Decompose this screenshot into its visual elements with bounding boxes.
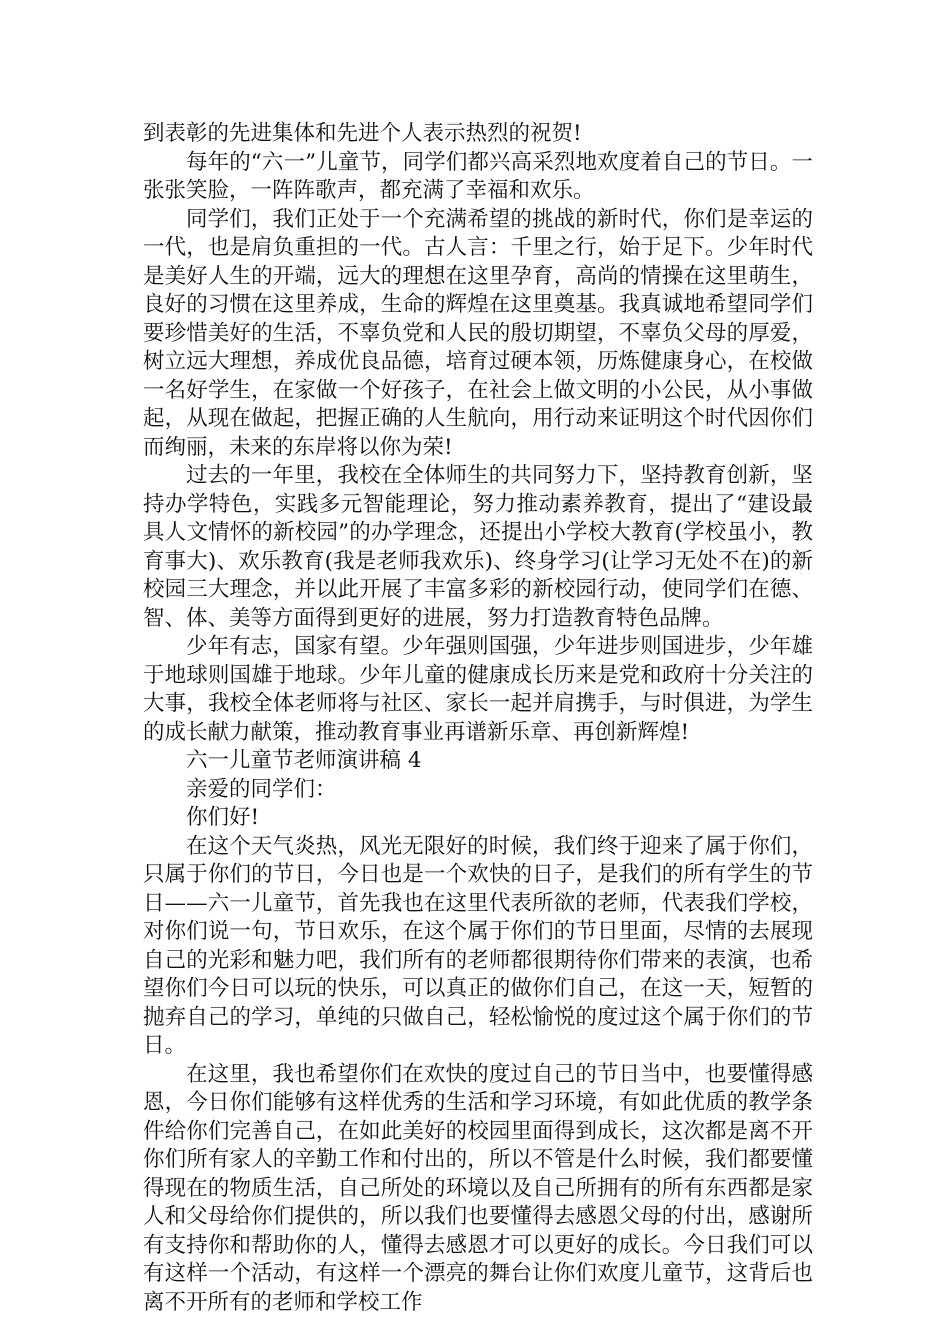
salutation: 亲爱的同学们： [186,776,337,802]
document-page [143,120,813,1317]
greeting: 你们好! [186,805,260,830]
paragraph-youth-ambition: 少年有志，国家有望。少年强则国强，少年进步则国进步，少年雄于地球则国雄于地球。少年儿童的健康成长历来是党和政府十分关注的大事，我校全体老师将与社区、家长一起并肩携手，与时俱进，为学生的成长献力献策，推动教育事业再谱新乐章、再创新辉煌! [143,634,813,745]
paragraph-continuation: 到表彰的先进集体和先进个人表示热烈的祝贺! [143,121,582,146]
section-title: 六一儿童节老师演讲稿 4 [186,748,422,773]
paragraph-past-year: 过去的一年里，我校在全体师生的共同努力下，坚持教育创新，坚持办学特色，实践多元智能理论，努力推动素养教育，提出了“建设最具人文情怀的新校园”的办学理念，还提出小学校大教育(学校虽小，教育事大)、欢乐教育(我是老师我欢乐)、终身学习(让学习无处不在)的新校园三大理念，并以此开展了丰富多彩的新校园行动，使同学们在德、智、体、美等方面得到更好的进展，努力打造教育特色品牌。 [143,463,813,631]
paragraph-new-era: 同学们，我们正处于一个充满希望的挑战的新时代，你们是幸运的一代，也是肩负重担的一代。古人言：千里之行，始于足下。少年时代是美好人生的开端，远大的理想在这里孕育，高尚的情操在这里萌生，良好的习惯在这里养成，生命的辉煌在这里奠基。我真诚地希望同学们要珍惜美好的生活，不辜负党和人民的殷切期望，不辜负父母的厚爱，树立远大理想，养成优良品德，培育过硬本领，历炼健康身心，在校做一名好学生，在家做一个好孩子，在社会上做文明的小公民，从小事做起，从现在做起，把握正确的人生航向，用行动来证明这个时代因你们而绚丽，未来的东岸将以你为荣! [143,206,813,460]
paragraph-children-day: 每年的“六一”儿童节，同学们都兴高采烈地欢度着自己的节日。一张张笑脸，一阵阵歌声，都充满了幸福和欢乐。 [143,149,813,203]
paragraph-gratitude: 在这里，我也希望你们在欢快的度过自己的节日当中，也要懂得感恩，今日你们能够有这样优秀的生活和学习环境，有如此优质的教学条件给你们完善自己，在如此美好的校园里面得到成长，这次都是离不开你们所有家人的辛勤工作和付出的，所以不管是什么时候，我们都要懂得现在的物质生活，自己所处的环境以及自己所拥有的所有东西都是家人和父母给你们提供的，所以我们也要懂得去感恩父母的付出，感谢所有支持你和帮助你的人，懂得去感恩才可以更好的成长。今日我们可以有这样一个活动，有这样一个漂亮的舞台让你们欢度儿童节，这背后也离不开所有的老师和学校工作 [143,1061,813,1315]
paragraph-festival-wishes: 在这个天气炎热，风光无限好的时候，我们终于迎来了属于你们，只属于你们的节日，今日也是一个欢快的日子，是我们的所有学生的节日——六一儿童节，首先我也在这里代表所欲的老师，代表我们学校，对你们说一句，节日欢乐，在这个属于你们的节日里面，尽情的去展现自己的光彩和魅力吧，我们所有的老师都很期待你们带来的表演，也希望你们今日可以玩的快乐，可以真正的做你们自己，在这一天，短暂的抛弃自己的学习，单纯的只做自己，轻松愉悦的度过这个属于你们的节日。 [143,833,813,1058]
